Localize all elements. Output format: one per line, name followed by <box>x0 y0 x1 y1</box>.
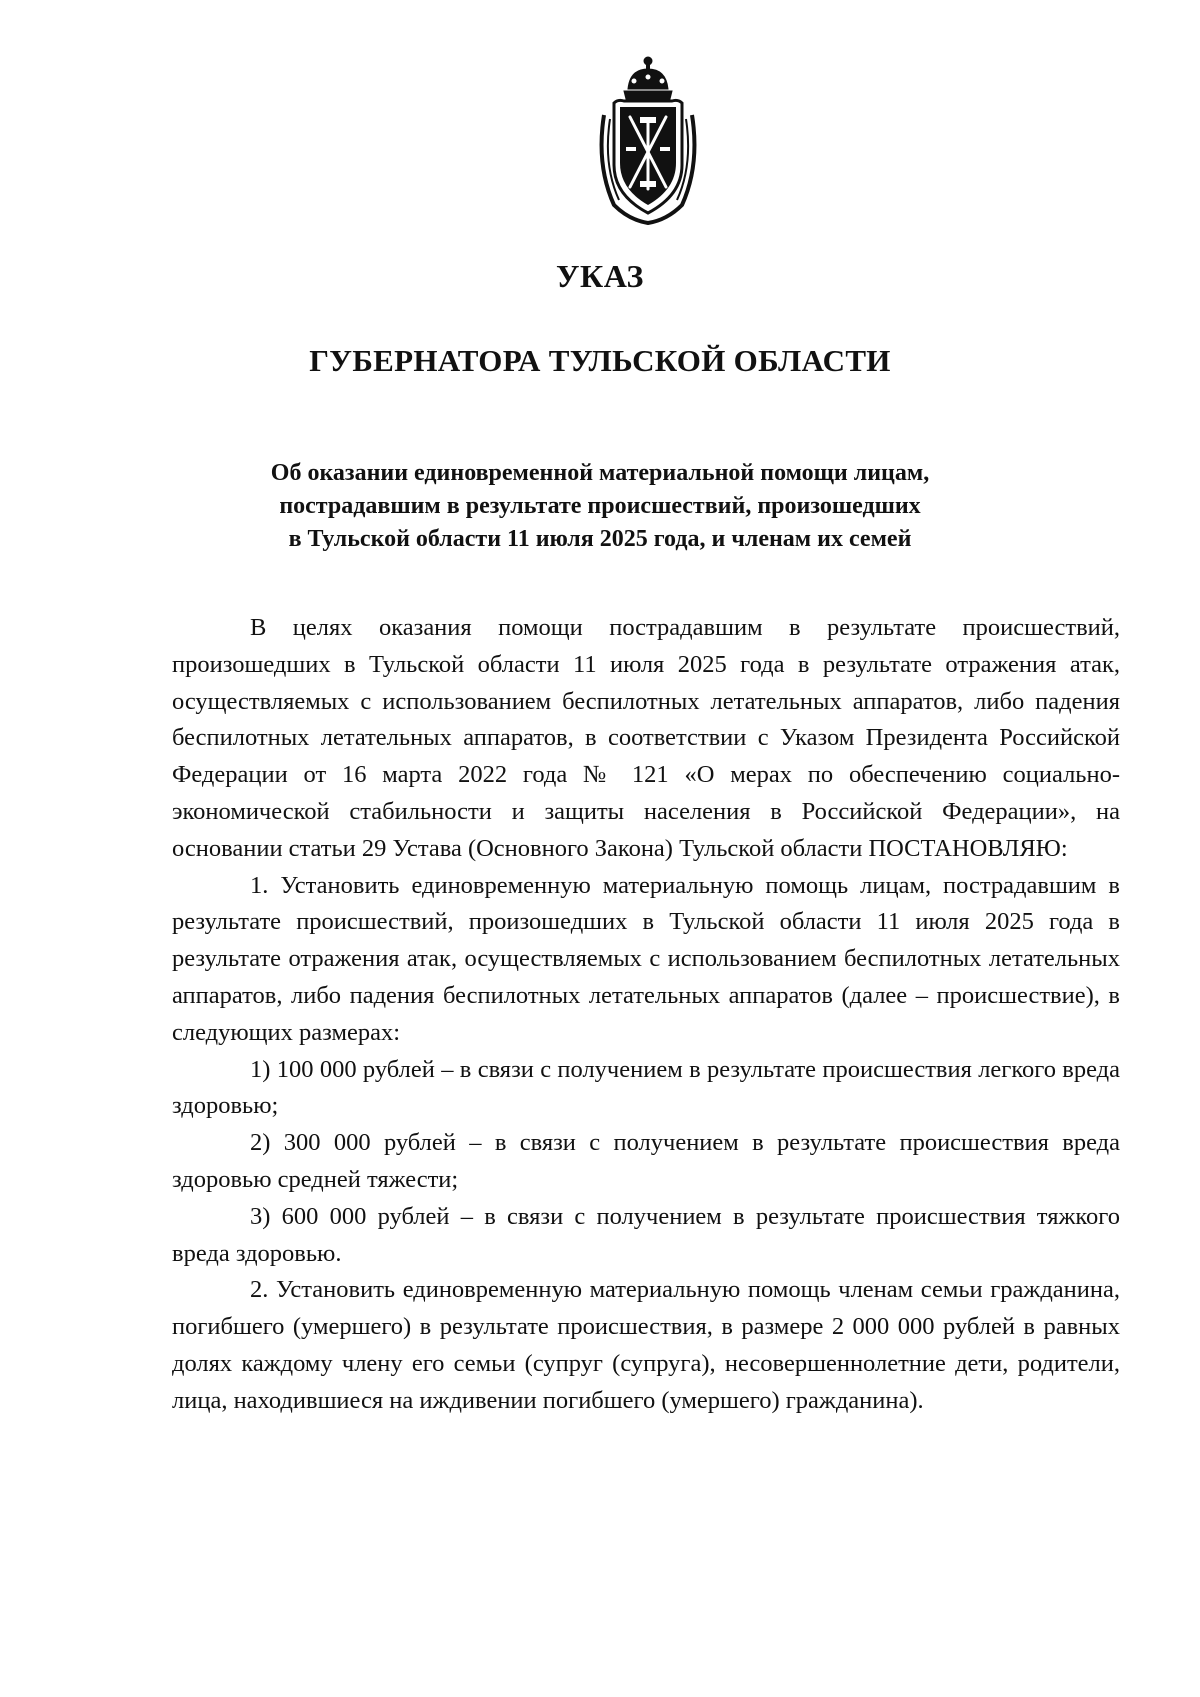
subitem-1-paragraph: 1) 100 000 рублей – в связи с получением в результате происшествия легкого вреда здоровью; <box>172 1055 1120 1120</box>
document-issuer: ГУБЕРНАТОРА ТУЛЬСКОЙ ОБЛАСТИ <box>309 343 891 378</box>
document-type: УКАЗ <box>556 258 644 294</box>
subitem-3-paragraph: 3) 600 000 рублей – в связи с получением в результате происшествия тяжкого вреда здоровью. <box>172 1202 1120 1267</box>
title-line: в Тульской области 11 июля 2025 года, и членам их семей <box>288 526 912 552</box>
document-title <box>210 457 990 556</box>
subitem-2-paragraph: 2) 300 000 рублей – в связи с получением в результате происшествия вреда здоровью средней тяжести; <box>172 1129 1120 1193</box>
title-line: Об оказании единовременной материальной помощи лицам, <box>270 460 930 486</box>
preamble-paragraph: В целях оказания помощи пострадавшим в результате происшествий, произошедших в Тульской области 11 июля 2025 года в результате отражения атак, осуществляемых с использованием беспилотных летательных аппаратов, либо падения беспилотных летательных аппаратов, в соответствии с Указом Президента Российской Федерации от 16 марта 2022 года № 121 «О мерах по обеспечению социально-экономической стабильности и защиты населения в Российской Федерации», на основании статьи 29 Устава (Основного Закона) Тульской области ПОСТАНОВЛЯЮ: <box>172 614 1120 862</box>
item-2-paragraph: 2. Установить единовременную материальную помощь членам семьи гражданина, погибшего (умершего) в результате происшествия, в размере 2 000 000 рублей в равных долях каждому члену его семьи (супруг (супруга), несовершеннолетние дети, родители, лица, находившиеся на иждивении погибшего (умершего) гражданина). <box>172 1276 1120 1414</box>
title-line: пострадавшим в результате происшествий, произошедших <box>279 493 921 519</box>
tula-coat-of-arms-icon <box>594 55 702 225</box>
item-1-paragraph: 1. Установить единовременную материальную помощь лицам, пострадавшим в результате происшествий, произошедших в Тульской области 11 июля 2025 года в результате отражения атак, осуществляемых с использованием беспилотных летательных аппаратов, либо падения беспилотных летательных аппаратов (далее – происшествие), в следующих размерах: <box>172 871 1120 1046</box>
document-body <box>172 610 1120 1420</box>
